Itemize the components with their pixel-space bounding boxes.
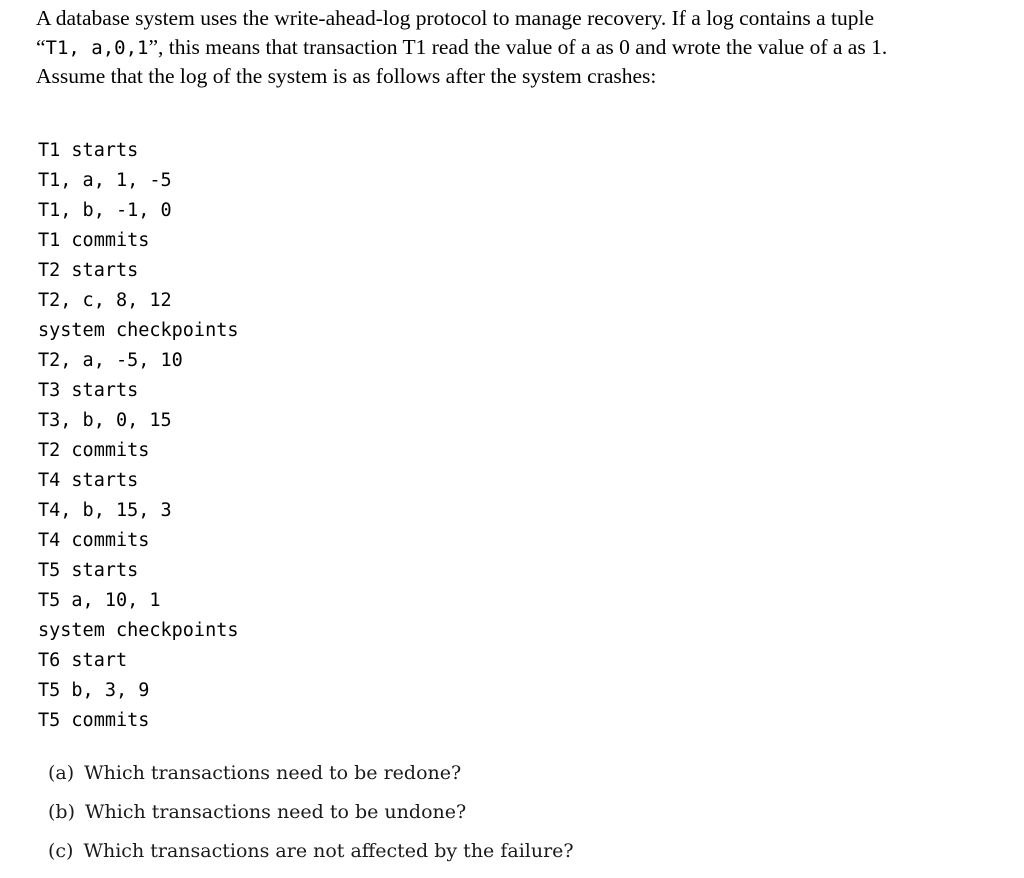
intro-line-2-rest: ”, this means that transaction T1 read the value of a as 0 and wrote the value of a as 1. bbox=[148, 34, 888, 59]
log-entry: T1 starts bbox=[38, 140, 139, 161]
log-entry: T3, b, 0, 15 bbox=[38, 410, 172, 431]
question-a bbox=[48, 754, 574, 793]
log-entry: system checkpoints bbox=[38, 620, 239, 641]
log-entry: T5 a, 10, 1 bbox=[38, 590, 161, 611]
log-entry: T1 commits bbox=[38, 230, 150, 251]
intro-line-1: A database system uses the write-ahead-log protocol to manage recovery. If a log contains a tuple bbox=[36, 6, 875, 30]
log-entry: T3 starts bbox=[38, 380, 139, 401]
question-text: Which transactions need to be undone? bbox=[85, 801, 467, 823]
open-quote: “ bbox=[36, 34, 46, 59]
question-b bbox=[48, 793, 574, 832]
question-text: Which transactions are not affected by the failure? bbox=[83, 840, 574, 862]
log-entry: T1, b, -1, 0 bbox=[38, 200, 172, 221]
log-entry: T2 commits bbox=[38, 440, 150, 461]
log-entry: T2, c, 8, 12 bbox=[38, 290, 172, 311]
log-entry: T4, b, 15, 3 bbox=[38, 500, 172, 521]
question-text: Which transactions need to be redone? bbox=[84, 762, 462, 784]
log-listing bbox=[38, 136, 238, 736]
log-entry: T1, a, 1, -5 bbox=[38, 170, 172, 191]
log-entry: T2, a, -5, 10 bbox=[38, 350, 183, 371]
log-entry: system checkpoints bbox=[38, 320, 239, 341]
question-label: (b) bbox=[48, 801, 75, 823]
problem-statement bbox=[36, 4, 1006, 91]
log-entry: T5 starts bbox=[38, 560, 139, 581]
question-c bbox=[48, 832, 574, 871]
tuple-example: T1, a,0,1 bbox=[45, 36, 149, 59]
log-entry: T4 starts bbox=[38, 470, 139, 491]
intro-line-2 bbox=[36, 33, 1006, 63]
log-entry: T4 commits bbox=[38, 530, 150, 551]
log-entry: T2 starts bbox=[38, 260, 139, 281]
log-entry: T5 commits bbox=[38, 710, 150, 731]
log-entry: T6 start bbox=[38, 650, 128, 671]
question-list bbox=[48, 754, 574, 871]
log-entry: T5 b, 3, 9 bbox=[38, 680, 150, 701]
question-label: (a) bbox=[48, 762, 75, 784]
intro-line-3: Assume that the log of the system is as follows after the system crashes: bbox=[36, 64, 657, 88]
question-label: (c) bbox=[48, 840, 74, 862]
